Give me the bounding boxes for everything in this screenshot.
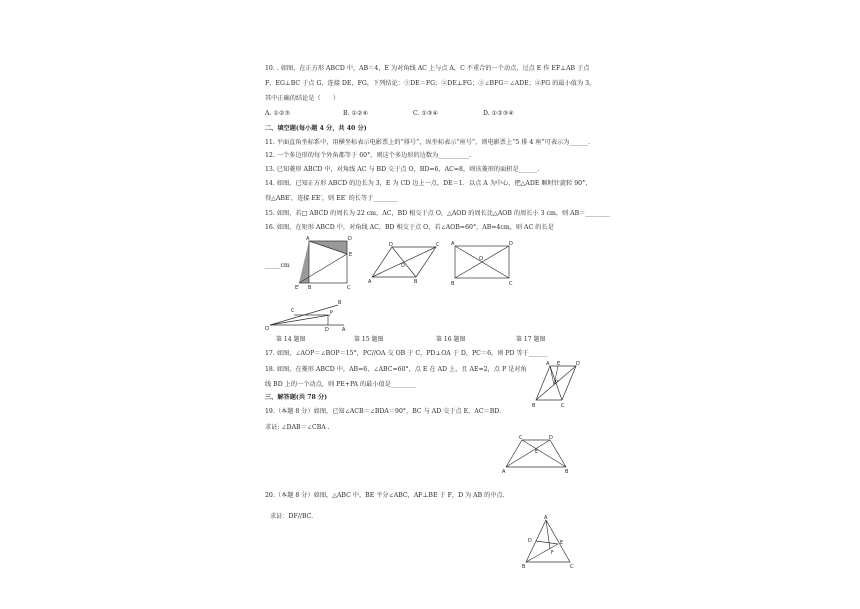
fig17-label-d: D xyxy=(325,327,329,333)
fig16-label-o: O xyxy=(479,256,483,262)
fig15-label-b: B xyxy=(414,279,418,285)
fig15-label-o: O xyxy=(401,263,405,269)
q10-option-c: C. ①③④ xyxy=(413,110,439,117)
q15: 15. 如图，若□ ABCD 的周长为 22 cm，AC，BD 相交于点 O，△AOD 的周长比△AOB 的周长小 3 cm，则 AB＝________ xyxy=(265,210,611,217)
caption-fig15: 第 15 题图 xyxy=(354,336,384,343)
fig17-label-o: O xyxy=(265,326,269,332)
fig17-label-a: A xyxy=(342,327,346,333)
figure-14 xyxy=(295,238,360,294)
fig18-label-b: B xyxy=(532,403,536,409)
q12: 12. 一个多边形的每个外角都等于 60°，则这个多边形的边数为__________. xyxy=(265,152,472,159)
fig20-label-a: A xyxy=(544,515,548,521)
q13: 13. 已知菱形 ABCD 中，对角线 AC 与 BD 交于点 O，BD=6，AC=8，则该菱形的面积是______. xyxy=(265,166,540,173)
fig20-label-d: D xyxy=(528,538,532,544)
caption-fig14: 第 14 题图 xyxy=(276,336,306,343)
fig15-label-a: A xyxy=(368,279,372,285)
fig14-label-c: C xyxy=(347,285,351,291)
fig18-label-e: E xyxy=(557,361,561,367)
fig20-label-c: C xyxy=(570,564,574,570)
fig17-label-b: B xyxy=(338,300,342,306)
figure-18 xyxy=(530,360,580,412)
fig18-label-d: D xyxy=(576,361,580,367)
figure-15 xyxy=(368,241,440,289)
fig18-label-p: P xyxy=(555,380,559,386)
fig14-label-a: A xyxy=(306,236,310,242)
fig17-label-p: P xyxy=(330,310,334,316)
figure-17 xyxy=(264,301,349,335)
q10-option-a: A. ①②③ xyxy=(265,110,291,117)
fig16-label-c: C xyxy=(509,281,513,287)
q20-line2: 求证：DF//BC. xyxy=(270,513,314,520)
fig16-label-a: A xyxy=(451,241,455,247)
q19-line2: 求证: ∠DAB＝∠CBA . xyxy=(265,424,330,431)
fig18-label-c: C xyxy=(561,403,565,409)
fig19-label-b: B xyxy=(565,469,569,475)
fig20-label-f: F xyxy=(551,550,554,556)
figure-16 xyxy=(449,240,515,290)
caption-fig16: 第 16 题图 xyxy=(436,336,466,343)
fig14-shaded-triangle-2 xyxy=(299,241,309,283)
section2-title: 二、填空题(每小题 4 分，共 40 分) xyxy=(265,125,367,132)
q20-line1: 20.（本题 8 分）如图，△ABC 中，BE 平分∠ABC，AF⊥BE 于 F，D 为 AB 的中点. xyxy=(265,492,505,499)
fig14-label-e-prime: E' xyxy=(295,285,300,291)
fig20-label-e: E xyxy=(560,540,564,546)
q18-line2: 线 BD 上的一个动点，则 PE+PA 的最小值是________ xyxy=(265,381,416,388)
fig14-label-d: D xyxy=(348,236,352,242)
q10-line3: 其中正确的结论是（ ） xyxy=(265,95,340,102)
q14-line2: 得△ABE′，连接 EE′，则 EE′ 的长等于________ xyxy=(265,195,399,202)
fig14-label-e: E xyxy=(349,252,353,258)
fig19-label-c: C xyxy=(519,435,523,441)
q17: 17. 如图，∠AOP＝∠BOP＝15°，PC//OA 交 OB 于 C，PD⊥OA 于 D，PC＝6，则 PD 等于______ xyxy=(265,350,548,357)
q16-blank: _____cm xyxy=(265,262,290,269)
fig19-label-a: A xyxy=(502,469,506,475)
fig19-label-d: D xyxy=(549,435,553,441)
fig14-label-b: B xyxy=(308,285,312,291)
fig20-label-b: B xyxy=(522,564,526,570)
q18-line1: 18. 如图，在菱形 ABCD 中，AB=6，∠ABC=60°，点 E 在 AD 上，且 AE=2，点 P 是对角 xyxy=(265,366,527,373)
q10-line1: 10. . 如图，在正方形 ABCD 中，AB＝4，E 为对角线 AC 上与点 A，C 不重合的一个动点，过点 E 作 EF⊥AB 于点 xyxy=(265,65,590,72)
fig17-label-c: C xyxy=(291,308,295,314)
figure-20 xyxy=(520,516,578,572)
q14-line1: 14. 如图，已知正方形 ABCD 的边长为 3，E 为 CD 边上一点，DE＝1．以点 A 为中心，把△ADE 顺时针旋转 90°， xyxy=(265,180,592,187)
q11: 11. 平面直角坐标系中，用横坐标表示电影票上的“排号”，纵坐标表示“座号”，则电影票上“5 排 4 座”可表示为______. xyxy=(265,139,590,146)
section3-title: 三、解答题(共 78 分) xyxy=(265,394,328,401)
q19-line1: 19.（本题 8 分）如图，已知∠ACB＝∠BDA＝90°，BC 与 AD 交于点 E，AC＝BD． xyxy=(265,408,506,415)
fig16-label-d: D xyxy=(509,241,513,247)
fig19-label-e: E xyxy=(535,449,539,455)
fig15-label-c: C xyxy=(436,242,440,248)
fig18-label-a: A xyxy=(546,361,550,367)
q16: 16. 如图，在矩形 ABCD 中，对角线 AC，BD 相交于点 O，若∠AOB=60°，AB=4cm，则 AC 的长是 xyxy=(265,224,554,231)
fig15-label-d: D xyxy=(389,242,393,248)
caption-fig17: 第 17 题图 xyxy=(516,336,546,343)
fig16-label-b: B xyxy=(451,281,455,287)
figure-19 xyxy=(502,434,572,478)
q10-option-b: B. ①②④ xyxy=(343,110,369,117)
q10-option-d: D. ①②③④ xyxy=(483,110,514,117)
q10-line2: F，EG⊥BC 于点 G，连接 DE，FG，下列结论：①DE＝FG；②DE⊥FG；③∠BFG＝∠ADE；④FG 的最小值为 3， xyxy=(265,80,596,87)
